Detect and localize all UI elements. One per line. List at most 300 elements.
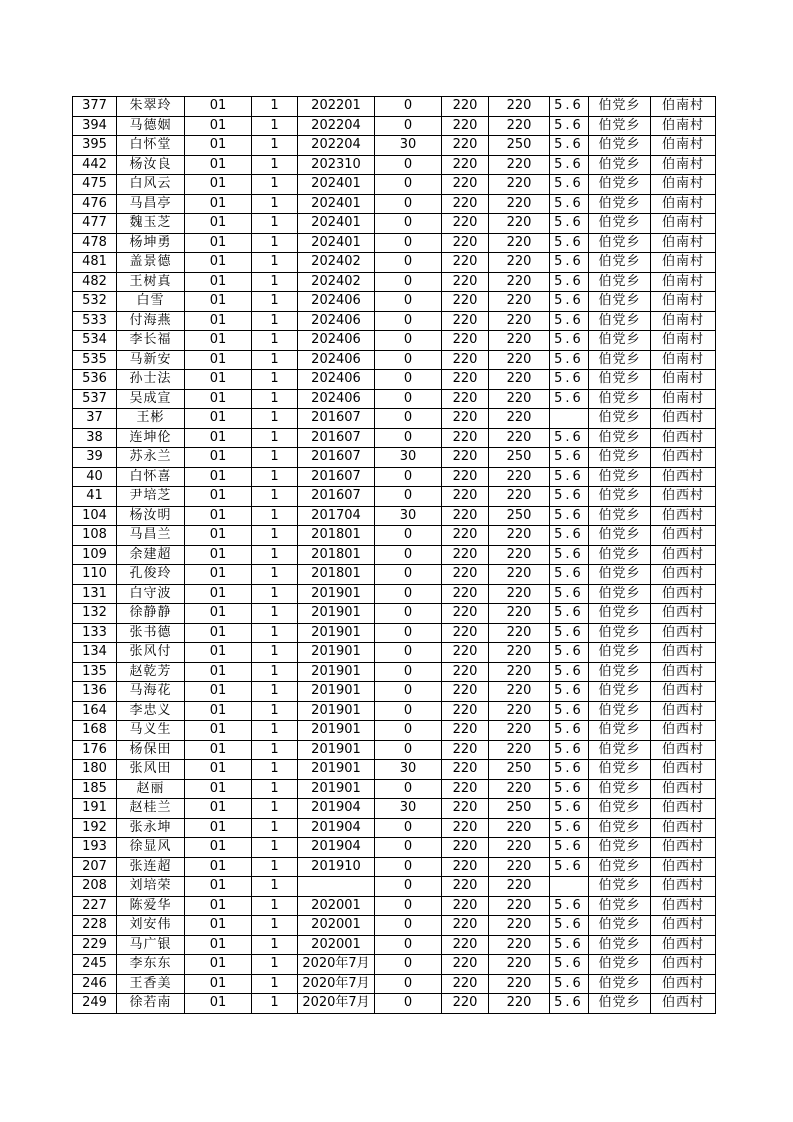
cell-total: 220 (489, 935, 550, 955)
cell-total: 220 (489, 155, 550, 175)
cell-village: 伯西村 (651, 721, 716, 741)
cell-township: 伯党乡 (589, 311, 651, 331)
cell-count: 1 (252, 565, 298, 585)
cell-township: 伯党乡 (589, 448, 651, 468)
cell-village: 伯西村 (651, 604, 716, 624)
cell-date: 201901 (298, 760, 375, 780)
cell-count: 1 (252, 487, 298, 507)
cell-id: 40 (73, 467, 117, 487)
cell-base: 220 (442, 370, 489, 390)
table-row (73, 955, 716, 975)
cell-base: 220 (442, 116, 489, 136)
cell-village: 伯西村 (651, 955, 716, 975)
cell-code: 01 (185, 545, 252, 565)
cell-village: 伯西村 (651, 584, 716, 604)
cell-id: 228 (73, 916, 117, 936)
cell-extra: 0 (375, 721, 442, 741)
cell-date: 202401 (298, 194, 375, 214)
cell-total: 220 (489, 701, 550, 721)
cell-date: 2020年7月 (298, 955, 375, 975)
cell-extra: 0 (375, 331, 442, 351)
cell-total: 220 (489, 740, 550, 760)
cell-rate: 5.6 (550, 467, 589, 487)
cell-count: 1 (252, 272, 298, 292)
cell-rate: 5.6 (550, 779, 589, 799)
cell-extra: 0 (375, 487, 442, 507)
cell-base: 220 (442, 175, 489, 195)
cell-village: 伯西村 (651, 857, 716, 877)
table-row (73, 389, 716, 409)
cell-total: 220 (489, 721, 550, 741)
cell-extra: 0 (375, 409, 442, 429)
cell-base: 220 (442, 350, 489, 370)
cell-id: 192 (73, 818, 117, 838)
cell-code: 01 (185, 994, 252, 1014)
cell-date: 202406 (298, 350, 375, 370)
cell-total: 220 (489, 194, 550, 214)
table-row (73, 97, 716, 117)
cell-count: 1 (252, 701, 298, 721)
table-row (73, 779, 716, 799)
table-row (73, 155, 716, 175)
cell-date: 202406 (298, 389, 375, 409)
cell-code: 01 (185, 370, 252, 390)
cell-village: 伯西村 (651, 799, 716, 819)
cell-extra: 0 (375, 935, 442, 955)
cell-rate: 5.6 (550, 818, 589, 838)
cell-code: 01 (185, 877, 252, 897)
table-row (73, 877, 716, 897)
cell-total: 220 (489, 623, 550, 643)
cell-count: 1 (252, 799, 298, 819)
cell-total: 220 (489, 526, 550, 546)
cell-extra: 0 (375, 545, 442, 565)
cell-code: 01 (185, 916, 252, 936)
cell-township: 伯党乡 (589, 467, 651, 487)
cell-code: 01 (185, 409, 252, 429)
cell-total: 220 (489, 116, 550, 136)
cell-rate: 5.6 (550, 623, 589, 643)
table-row (73, 604, 716, 624)
cell-rate: 5.6 (550, 604, 589, 624)
table-row (73, 526, 716, 546)
cell-id: 481 (73, 253, 117, 273)
cell-date: 202406 (298, 292, 375, 312)
cell-date: 201607 (298, 428, 375, 448)
cell-extra: 0 (375, 974, 442, 994)
cell-township: 伯党乡 (589, 487, 651, 507)
cell-code: 01 (185, 331, 252, 351)
cell-township: 伯党乡 (589, 175, 651, 195)
cell-extra: 0 (375, 857, 442, 877)
cell-base: 220 (442, 935, 489, 955)
cell-rate: 5.6 (550, 272, 589, 292)
cell-name: 付海燕 (117, 311, 185, 331)
cell-id: 475 (73, 175, 117, 195)
cell-base: 220 (442, 877, 489, 897)
cell-total: 220 (489, 214, 550, 234)
cell-base: 220 (442, 97, 489, 117)
cell-township: 伯党乡 (589, 97, 651, 117)
cell-extra: 0 (375, 838, 442, 858)
cell-id: 227 (73, 896, 117, 916)
cell-count: 1 (252, 994, 298, 1014)
cell-township: 伯党乡 (589, 740, 651, 760)
cell-count: 1 (252, 896, 298, 916)
table-row (73, 272, 716, 292)
cell-code: 01 (185, 857, 252, 877)
table-row (73, 584, 716, 604)
cell-count: 1 (252, 214, 298, 234)
cell-count: 1 (252, 955, 298, 975)
cell-village: 伯西村 (651, 623, 716, 643)
cell-id: 39 (73, 448, 117, 468)
cell-code: 01 (185, 428, 252, 448)
cell-village: 伯西村 (651, 643, 716, 663)
cell-extra: 0 (375, 565, 442, 585)
cell-village: 伯西村 (651, 838, 716, 858)
cell-base: 220 (442, 389, 489, 409)
cell-count: 1 (252, 838, 298, 858)
cell-code: 01 (185, 350, 252, 370)
cell-rate: 5.6 (550, 584, 589, 604)
cell-name: 马昌亭 (117, 194, 185, 214)
cell-name: 马新安 (117, 350, 185, 370)
cell-village: 伯南村 (651, 155, 716, 175)
cell-township: 伯党乡 (589, 526, 651, 546)
cell-extra: 0 (375, 682, 442, 702)
cell-base: 220 (442, 448, 489, 468)
cell-code: 01 (185, 253, 252, 273)
cell-id: 191 (73, 799, 117, 819)
cell-count: 1 (252, 779, 298, 799)
cell-rate: 5.6 (550, 331, 589, 351)
cell-name: 白守波 (117, 584, 185, 604)
cell-village: 伯南村 (651, 389, 716, 409)
cell-township: 伯党乡 (589, 857, 651, 877)
cell-name: 杨汝明 (117, 506, 185, 526)
cell-date: 202204 (298, 116, 375, 136)
cell-date: 202406 (298, 311, 375, 331)
cell-date: 202001 (298, 916, 375, 936)
cell-id: 164 (73, 701, 117, 721)
cell-code: 01 (185, 292, 252, 312)
cell-total: 220 (489, 604, 550, 624)
cell-name: 刘安伟 (117, 916, 185, 936)
cell-base: 220 (442, 818, 489, 838)
cell-township: 伯党乡 (589, 545, 651, 565)
cell-rate: 5.6 (550, 175, 589, 195)
cell-name: 白雪 (117, 292, 185, 312)
cell-rate: 5.6 (550, 448, 589, 468)
cell-date: 202204 (298, 136, 375, 156)
cell-village: 伯西村 (651, 701, 716, 721)
cell-rate: 5.6 (550, 214, 589, 234)
cell-extra: 0 (375, 955, 442, 975)
cell-code: 01 (185, 818, 252, 838)
cell-name: 马昌兰 (117, 526, 185, 546)
cell-village: 伯西村 (651, 526, 716, 546)
cell-total: 220 (489, 292, 550, 312)
cell-township: 伯党乡 (589, 916, 651, 936)
cell-date: 201607 (298, 467, 375, 487)
table-row (73, 506, 716, 526)
table-row (73, 311, 716, 331)
cell-count: 1 (252, 292, 298, 312)
cell-count: 1 (252, 350, 298, 370)
cell-date: 202401 (298, 175, 375, 195)
cell-code: 01 (185, 389, 252, 409)
cell-village: 伯西村 (651, 974, 716, 994)
cell-township: 伯党乡 (589, 721, 651, 741)
cell-base: 220 (442, 721, 489, 741)
table-row (73, 857, 716, 877)
cell-rate: 5.6 (550, 740, 589, 760)
cell-total: 220 (489, 370, 550, 390)
cell-rate: 5.6 (550, 506, 589, 526)
cell-total: 220 (489, 350, 550, 370)
cell-township: 伯党乡 (589, 214, 651, 234)
cell-date: 201901 (298, 643, 375, 663)
cell-id: 136 (73, 682, 117, 702)
cell-village: 伯南村 (651, 253, 716, 273)
cell-name: 白怀喜 (117, 467, 185, 487)
cell-base: 220 (442, 838, 489, 858)
cell-name: 张连超 (117, 857, 185, 877)
cell-count: 1 (252, 682, 298, 702)
table-row (73, 682, 716, 702)
cell-township: 伯党乡 (589, 935, 651, 955)
cell-village: 伯西村 (651, 409, 716, 429)
cell-base: 220 (442, 487, 489, 507)
cell-township: 伯党乡 (589, 604, 651, 624)
cell-code: 01 (185, 662, 252, 682)
cell-base: 220 (442, 760, 489, 780)
cell-count: 1 (252, 136, 298, 156)
cell-code: 01 (185, 506, 252, 526)
cell-base: 220 (442, 662, 489, 682)
cell-total: 220 (489, 857, 550, 877)
cell-extra: 0 (375, 623, 442, 643)
table-row (73, 448, 716, 468)
cell-count: 1 (252, 604, 298, 624)
cell-base: 220 (442, 467, 489, 487)
cell-village: 伯西村 (651, 916, 716, 936)
cell-date: 201801 (298, 545, 375, 565)
cell-extra: 0 (375, 740, 442, 760)
cell-code: 01 (185, 623, 252, 643)
cell-extra: 0 (375, 584, 442, 604)
cell-date: 201901 (298, 740, 375, 760)
cell-code: 01 (185, 584, 252, 604)
cell-base: 220 (442, 955, 489, 975)
cell-count: 1 (252, 506, 298, 526)
cell-total: 250 (489, 136, 550, 156)
table-row (73, 409, 716, 429)
cell-base: 220 (442, 740, 489, 760)
cell-id: 133 (73, 623, 117, 643)
cell-village: 伯西村 (651, 935, 716, 955)
cell-count: 1 (252, 97, 298, 117)
cell-total: 220 (489, 175, 550, 195)
cell-township: 伯党乡 (589, 350, 651, 370)
cell-base: 220 (442, 701, 489, 721)
cell-name: 马广银 (117, 935, 185, 955)
cell-village: 伯西村 (651, 877, 716, 897)
cell-village: 伯西村 (651, 487, 716, 507)
cell-code: 01 (185, 896, 252, 916)
cell-township: 伯党乡 (589, 799, 651, 819)
cell-base: 220 (442, 253, 489, 273)
cell-name: 徐静静 (117, 604, 185, 624)
cell-date: 202402 (298, 272, 375, 292)
cell-code: 01 (185, 701, 252, 721)
cell-township: 伯党乡 (589, 701, 651, 721)
cell-name: 苏永兰 (117, 448, 185, 468)
cell-township: 伯党乡 (589, 370, 651, 390)
cell-id: 246 (73, 974, 117, 994)
cell-rate: 5.6 (550, 955, 589, 975)
cell-township: 伯党乡 (589, 584, 651, 604)
cell-total: 220 (489, 779, 550, 799)
cell-name: 余建超 (117, 545, 185, 565)
cell-code: 01 (185, 779, 252, 799)
cell-code: 01 (185, 194, 252, 214)
cell-code: 01 (185, 233, 252, 253)
cell-date: 202401 (298, 233, 375, 253)
cell-count: 1 (252, 974, 298, 994)
cell-village: 伯南村 (651, 233, 716, 253)
cell-township: 伯党乡 (589, 409, 651, 429)
cell-count: 1 (252, 662, 298, 682)
cell-village: 伯南村 (651, 116, 716, 136)
cell-name: 张书德 (117, 623, 185, 643)
cell-code: 01 (185, 526, 252, 546)
cell-id: 535 (73, 350, 117, 370)
cell-date: 201901 (298, 604, 375, 624)
cell-name: 吴成宣 (117, 389, 185, 409)
cell-id: 395 (73, 136, 117, 156)
cell-rate: 5.6 (550, 974, 589, 994)
cell-rate: 5.6 (550, 916, 589, 936)
cell-name: 张风付 (117, 643, 185, 663)
cell-name: 赵丽 (117, 779, 185, 799)
cell-date: 2020年7月 (298, 974, 375, 994)
cell-id: 104 (73, 506, 117, 526)
cell-township: 伯党乡 (589, 155, 651, 175)
cell-date: 201904 (298, 838, 375, 858)
cell-township: 伯党乡 (589, 272, 651, 292)
cell-code: 01 (185, 311, 252, 331)
cell-extra: 30 (375, 136, 442, 156)
cell-code: 01 (185, 955, 252, 975)
cell-rate: 5.6 (550, 682, 589, 702)
cell-count: 1 (252, 428, 298, 448)
cell-name: 杨坤勇 (117, 233, 185, 253)
cell-total: 220 (489, 272, 550, 292)
cell-township: 伯党乡 (589, 955, 651, 975)
cell-rate: 5.6 (550, 721, 589, 741)
cell-count: 1 (252, 253, 298, 273)
cell-village: 伯西村 (651, 682, 716, 702)
table-row (73, 331, 716, 351)
table-row (73, 292, 716, 312)
cell-code: 01 (185, 760, 252, 780)
table-row (73, 662, 716, 682)
cell-id: 131 (73, 584, 117, 604)
cell-id: 207 (73, 857, 117, 877)
cell-extra: 0 (375, 292, 442, 312)
cell-count: 1 (252, 448, 298, 468)
cell-extra: 0 (375, 428, 442, 448)
cell-date: 201901 (298, 662, 375, 682)
cell-rate: 5.6 (550, 155, 589, 175)
cell-total: 220 (489, 974, 550, 994)
cell-village: 伯西村 (651, 896, 716, 916)
table-row (73, 701, 716, 721)
cell-count: 1 (252, 331, 298, 351)
cell-id: 109 (73, 545, 117, 565)
cell-base: 220 (442, 331, 489, 351)
cell-total: 220 (489, 233, 550, 253)
cell-base: 220 (442, 409, 489, 429)
cell-total: 220 (489, 311, 550, 331)
cell-rate: 5.6 (550, 350, 589, 370)
table-row (73, 565, 716, 585)
cell-name: 连坤伦 (117, 428, 185, 448)
cell-base: 220 (442, 194, 489, 214)
table-row (73, 545, 716, 565)
cell-base: 220 (442, 272, 489, 292)
cell-rate: 5.6 (550, 838, 589, 858)
cell-village: 伯西村 (651, 760, 716, 780)
cell-rate: 5.6 (550, 97, 589, 117)
cell-village: 伯南村 (651, 194, 716, 214)
cell-code: 01 (185, 272, 252, 292)
cell-extra: 0 (375, 370, 442, 390)
cell-date: 201607 (298, 487, 375, 507)
cell-rate: 5.6 (550, 233, 589, 253)
cell-count: 1 (252, 175, 298, 195)
cell-count: 1 (252, 584, 298, 604)
cell-id: 185 (73, 779, 117, 799)
cell-code: 01 (185, 740, 252, 760)
cell-rate: 5.6 (550, 116, 589, 136)
cell-id: 229 (73, 935, 117, 955)
cell-name: 杨汝良 (117, 155, 185, 175)
cell-name: 李东东 (117, 955, 185, 975)
cell-extra: 0 (375, 350, 442, 370)
table-row (73, 214, 716, 234)
cell-id: 37 (73, 409, 117, 429)
cell-rate: 5.6 (550, 428, 589, 448)
cell-extra: 0 (375, 116, 442, 136)
cell-village: 伯南村 (651, 136, 716, 156)
cell-base: 220 (442, 311, 489, 331)
cell-base: 220 (442, 896, 489, 916)
cell-rate: 5.6 (550, 292, 589, 312)
cell-id: 245 (73, 955, 117, 975)
cell-id: 108 (73, 526, 117, 546)
cell-date: 201901 (298, 584, 375, 604)
cell-date: 201904 (298, 818, 375, 838)
cell-code: 01 (185, 565, 252, 585)
cell-township: 伯党乡 (589, 994, 651, 1014)
cell-id: 41 (73, 487, 117, 507)
cell-date: 201901 (298, 623, 375, 643)
cell-code: 01 (185, 974, 252, 994)
cell-township: 伯党乡 (589, 760, 651, 780)
